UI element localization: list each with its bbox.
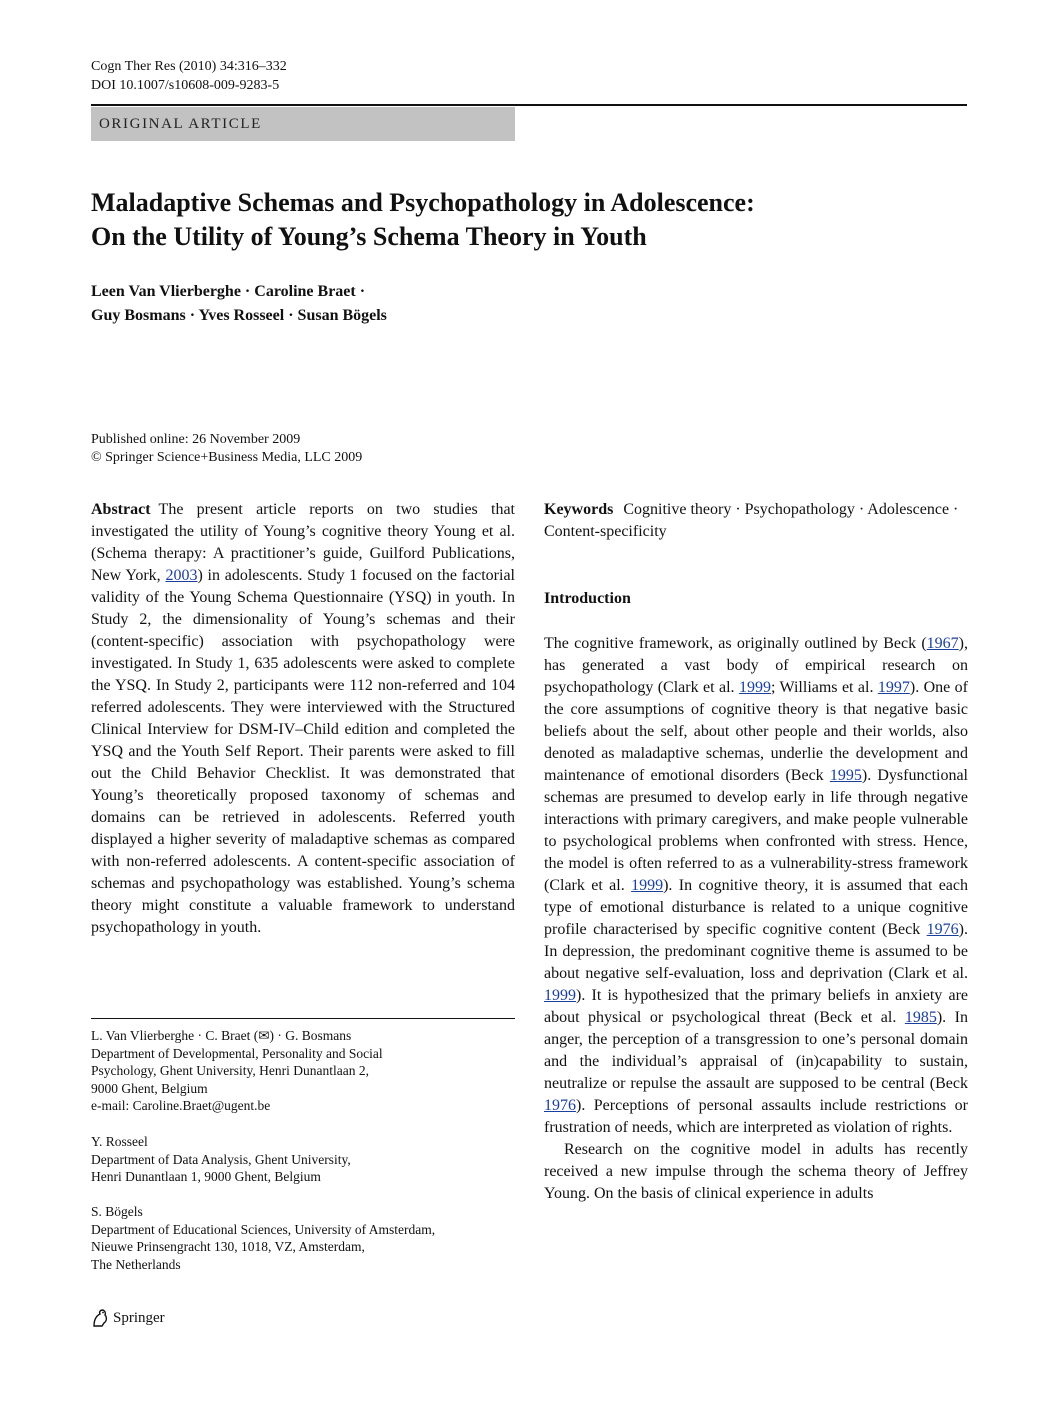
reference-link[interactable]: 1967: [926, 635, 959, 652]
text-run: The cognitive framework, as originally outlined by Beck (: [544, 635, 927, 652]
text-run: ). In cognitive theory, it is assumed that each type of emotional disturbance is related to a unique cognitive profile characterised by specific cognitive content (Beck: [544, 877, 969, 938]
abstract-label: Abstract: [91, 501, 151, 518]
reference-link[interactable]: 1999: [738, 679, 771, 696]
paper-title: [91, 186, 961, 254]
text-run: ). One of the core assumptions of cognitive theory is that negative basic beliefs about the self, about other people and their worlds, also denoted as maladaptive schemas, underlie the development and maintenance of emotional disorders (Beck: [544, 679, 969, 784]
authors-line-1: Leen Van Vlierberghe · Caroline Braet ·: [91, 283, 366, 300]
text-run: ). In depression, the predominant cognitive theme is assumed to be about negative self-evaluation, loss and deprivation (Clark et al.: [544, 921, 968, 982]
affiliation-line: Psychology, Ghent University, Henri Dunantlaan 2,: [91, 1063, 369, 1078]
reference-link[interactable]: 2003: [165, 567, 198, 584]
introduction-paragraph-1: [544, 633, 968, 1139]
affiliation-line: Department of Educational Sciences, University of Amsterdam,: [91, 1221, 436, 1237]
published-online: Published online: 26 November 2009: [91, 432, 301, 447]
reference-link[interactable]: 1999: [631, 877, 664, 894]
title-line-1: Maladaptive Schemas and Psychopathology in Adolescence:: [91, 188, 755, 217]
affiliation-line: The Netherlands: [91, 1256, 181, 1272]
reference-link[interactable]: 1999: [544, 987, 576, 1004]
reference-link[interactable]: 1995: [829, 767, 862, 784]
page-footer: [91, 1307, 165, 1329]
publisher-name: Springer: [113, 1310, 165, 1326]
text-run: ). In anger, the perception of a transgression to one’s personal domain and the individual’s appraisal of (in)capability to sustain, neutralize or repulse the assault are supposed to be central (Beck: [544, 1009, 969, 1092]
keywords: [544, 499, 968, 543]
springer-horse-icon: [91, 1308, 109, 1328]
publication-info: [91, 431, 362, 467]
title-line-2: On the Utility of Young’s Schema Theory in Youth: [91, 222, 647, 251]
text-run: ). Perceptions of personal assaults include restrictions or frustration of needs, which are interpreted as violation of rights.: [544, 1097, 968, 1136]
affiliation-email[interactable]: e-mail: Caroline.Braet@ugent.be: [91, 1098, 271, 1113]
text-run: ), has generated a vast body of empirical research on psychopathology (Clark et al.: [544, 635, 968, 696]
affiliation-line: 9000 Ghent, Belgium: [91, 1080, 208, 1096]
authors-line-2: Guy Bosmans · Yves Rosseel · Susan Bögels: [91, 307, 387, 324]
affiliation-names: L. Van Vlierberghe · C. Braet (✉) · G. Bosmans: [91, 1028, 352, 1043]
article-type-banner: ORIGINAL ARTICLE: [91, 107, 515, 141]
keywords-label: Keywords: [544, 501, 614, 518]
affiliation-names: Y. Rosseel: [91, 1134, 148, 1149]
reference-link[interactable]: 1976: [926, 921, 959, 938]
reference-link[interactable]: 1997: [877, 679, 910, 696]
header-rule: [91, 104, 967, 106]
introduction-paragraph-2: Research on the cognitive model in adults has recently received a new impulse through the schema theory of Jeffrey Young. On the basis of clinical experience in adults: [544, 1141, 968, 1202]
affiliation-names: S. Bögels: [91, 1204, 143, 1219]
affiliation-line: Department of Developmental, Personality and Social: [91, 1045, 383, 1061]
affiliation-block-2: [91, 1133, 515, 1186]
abstract-text-2: ) in adolescents. Study 1 focused on the factorial validity of the Young Schema Questionnaire (YSQ) in youth. In Study 2, the dimensionality of Young’s schemas and their (content-specific) association with psychopathology were investigated. In Study 1, 635 adolescents were asked to complete the YSQ. In Study 2, participants were 112 non-referred and 104 referred adolescents. They were interviewed with the Structured Clinical Interview for DSM-IV–Child edition and completed the YSQ and the Youth Self Report. Their parents were asked to fill out the Child Behavior Checklist. It was demonstrated that Young’s theoretically proposed taxonomy of schemas and domains can be retrieved in adolescents. Referred youth displayed a higher severity of maladaptive schemas as compared with non-referred adolescents. A content-specific association of schemas and psychopathology was established. Young’s schema theory might constitute a valuable framework to understand psychopathology in youth.: [91, 567, 516, 936]
reference-link[interactable]: 1976: [544, 1097, 576, 1114]
introduction-heading: Introduction: [544, 590, 631, 607]
reference-link[interactable]: 1985: [904, 1009, 937, 1026]
left-column: [91, 499, 515, 939]
affiliation-line: Department of Data Analysis, Ghent University,: [91, 1151, 351, 1167]
affiliation-rule: [91, 1018, 515, 1019]
text-run: ). Dysfunctional schemas are presumed to develop early in life through negative interactions with primary caregivers, and make people vulnerable to psychological problems when confronted with stress. Hence, the model is often referred to as a vulnerability-stress framework (Clark et al.: [544, 767, 969, 894]
abstract-text-1: The present article reports on two studies that investigated the utility of Young’s cognitive theory Young et al. (Schema therapy: A practitioner’s guide, Guilford Publications, New York,: [91, 501, 515, 584]
affiliation-line: Henri Dunantlaan 1, 9000 Ghent, Belgium: [91, 1169, 321, 1184]
keywords-text: Cognitive theory · Psychopathology · Adolescence · Content-specificity: [544, 501, 959, 540]
right-column: [544, 499, 968, 1205]
affiliation-block-1: [91, 1027, 515, 1115]
journal-citation: Cogn Ther Res (2010) 34:316–332: [91, 59, 287, 74]
abstract: [91, 499, 515, 939]
affiliation-line: Nieuwe Prinsengracht 130, 1018, VZ, Amsterdam,: [91, 1239, 365, 1254]
copyright: © Springer Science+Business Media, LLC 2009: [91, 450, 363, 465]
text-run: ). It is hypothesized that the primary beliefs in anxiety are about physical or psychological threat (Beck et al.: [544, 987, 968, 1026]
affiliation-block-3: [91, 1203, 515, 1273]
text-run: ; Williams et al.: [770, 679, 878, 696]
author-list: [91, 280, 387, 328]
doi: DOI 10.1007/s10608-009-9283-5: [91, 78, 280, 93]
